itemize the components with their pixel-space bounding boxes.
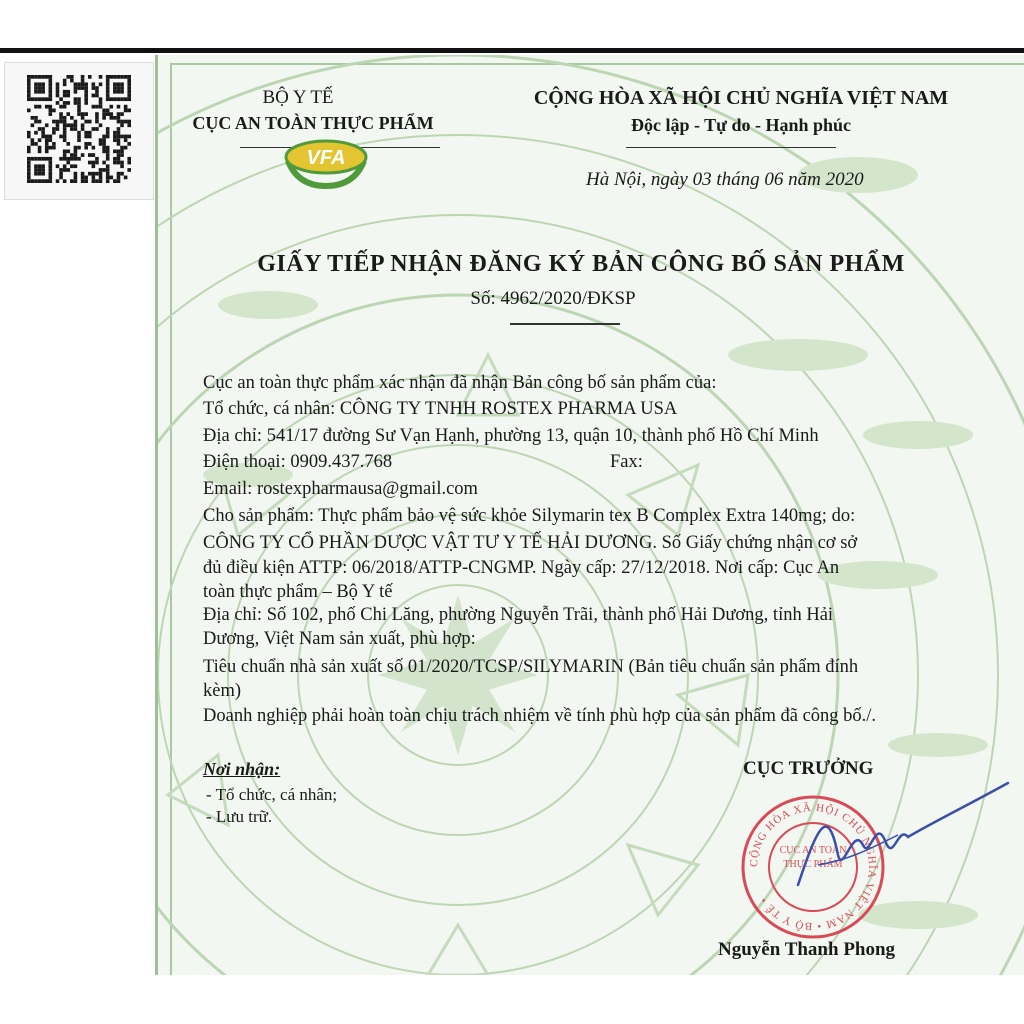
signer-name: Nguyễn Thanh Phong — [718, 939, 896, 960]
product-line-4: toàn thực phẩm – Bộ Y tế — [203, 582, 393, 602]
recipients-heading: Nơi nhận: — [203, 759, 281, 779]
standard-line-1: Tiêu chuẩn nhà sản xuất số 01/2020/TCSP/SILYMARIN (Bản tiêu chuẩn sản phẩm đính — [203, 657, 859, 677]
email-line: Email: rostexpharmausa@gmail.com — [203, 479, 478, 499]
ministry-name: BỘ Y TẾ — [262, 87, 334, 108]
handwritten-signature — [758, 765, 1018, 915]
qr-code-panel — [4, 62, 154, 200]
organization-line: Tổ chức, cá nhân: CÔNG TY TNHH ROSTEX PHARMA USA — [203, 399, 678, 419]
stamp-ring-text: CỘNG HÒA XÃ HỘI CHỦ NGHĨA VIỆT NAM • BỘ Y TẾ • — [747, 801, 879, 933]
manufacturer-address-line-2: Dương, Việt Nam sản xuất, phù hợp: — [203, 629, 476, 649]
manufacturer-address-line-1: Địa chỉ: Số 102, phố Chi Lăng, phường Nguyễn Trãi, thành phố Hải Dương, tỉnh Hải — [203, 605, 834, 625]
product-line-2: CÔNG TY CỔ PHẦN DƯỢC VẬT TƯ Y TẾ HẢI DƯƠNG. Số Giấy chứng nhận cơ sở — [203, 533, 858, 553]
date-line: Hà Nội, ngày 03 tháng 06 năm 2020 — [586, 169, 864, 190]
motto: Độc lập - Tự do - Hạnh phúc — [630, 115, 852, 135]
motto-underline — [626, 147, 836, 148]
recipient-item: - Tổ chức, cá nhân; — [206, 785, 338, 804]
vfa-logo — [278, 131, 374, 191]
fax-line: Fax: — [610, 452, 643, 472]
recipient-item: - Lưu trữ. — [206, 807, 273, 826]
standard-line-2: kèm) — [203, 681, 242, 701]
product-line-1: Cho sản phẩm: Thực phẩm bảo vệ sức khỏe Silymarin tex B Complex Extra 140mg; do: — [203, 506, 856, 526]
document-title: GIẤY TIẾP NHẬN ĐĂNG KÝ BẢN CÔNG BỐ SẢN PHẨM — [257, 251, 905, 277]
country-name: CỘNG HÒA XÃ HỘI CHỦ NGHĨA VIỆT NAM — [533, 87, 949, 109]
product-line-3: đủ điều kiện ATTP: 06/2018/ATTP-CNGMP. Ngày cấp: 27/12/2018. Nơi cấp: Cục An — [203, 558, 840, 578]
phone-line: Điện thoại: 0909.437.768 — [203, 452, 393, 472]
top-divider — [0, 48, 1024, 53]
document-number: Số: 4962/2020/ĐKSP — [470, 288, 636, 309]
qr-code-icon — [27, 75, 131, 183]
top-bar — [0, 0, 1024, 52]
signer-title: CỤC TRƯỞNG — [743, 758, 874, 779]
stamp-center-text: CỤC AN TOÀN THỰC PHẨM — [779, 845, 847, 870]
address-line: Địa chỉ: 541/17 đường Sư Vạn Hạnh, phường 13, quận 10, thành phố Hồ Chí Minh — [203, 426, 819, 446]
department-name: CỤC AN TOÀN THỰC PHẨM — [192, 113, 434, 133]
intro-text: Cục an toàn thực phẩm xác nhận đã nhận Bản công bố sản phẩm của: — [203, 373, 717, 393]
certificate-document — [155, 55, 1024, 975]
bottom-margin — [0, 975, 1024, 1024]
responsibility-line: Doanh nghiệp phải hoàn toàn chịu trách nhiệm về tính phù hợp của sản phẩm đã công bố./. — [203, 706, 877, 726]
title-underline — [510, 323, 620, 325]
vfa-logo-text: VFA — [306, 147, 346, 169]
